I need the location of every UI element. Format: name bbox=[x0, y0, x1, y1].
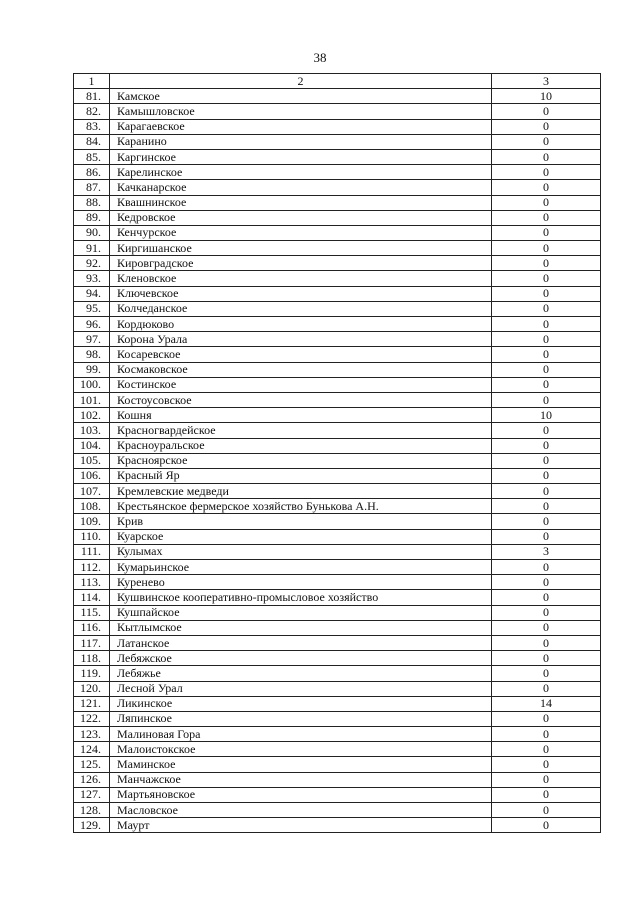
row-number: 124. bbox=[74, 742, 110, 757]
row-value: 0 bbox=[492, 271, 601, 286]
row-number: 115. bbox=[74, 605, 110, 620]
table-row bbox=[74, 241, 601, 256]
table-row bbox=[74, 590, 601, 605]
table-row bbox=[74, 210, 601, 225]
row-number: 90. bbox=[74, 225, 110, 240]
organization-name: Костоусовское bbox=[110, 392, 492, 407]
organization-name: Лесной Урал bbox=[110, 681, 492, 696]
row-value: 0 bbox=[492, 666, 601, 681]
row-number: 123. bbox=[74, 727, 110, 742]
table-row bbox=[74, 818, 601, 833]
organization-name: Ликинское bbox=[110, 696, 492, 711]
organization-name: Космаковское bbox=[110, 362, 492, 377]
table-row bbox=[74, 453, 601, 468]
organization-name: Каранино bbox=[110, 134, 492, 149]
row-number: 92. bbox=[74, 256, 110, 271]
row-number: 109. bbox=[74, 514, 110, 529]
row-number: 97. bbox=[74, 332, 110, 347]
column-header-value: 3 bbox=[492, 74, 601, 89]
row-number: 107. bbox=[74, 484, 110, 499]
row-number: 93. bbox=[74, 271, 110, 286]
row-value: 0 bbox=[492, 605, 601, 620]
table-row bbox=[74, 666, 601, 681]
row-value: 0 bbox=[492, 757, 601, 772]
organization-name: Квашнинское bbox=[110, 195, 492, 210]
organization-name: Кумарьинское bbox=[110, 560, 492, 575]
organization-name: Кушвинское кооперативно-промысловое хозяйство bbox=[110, 590, 492, 605]
row-number: 126. bbox=[74, 772, 110, 787]
organization-name: Ляпинское bbox=[110, 711, 492, 726]
table-row bbox=[74, 620, 601, 635]
row-number: 120. bbox=[74, 681, 110, 696]
organization-name: Кушпайское bbox=[110, 605, 492, 620]
organization-name: Корона Урала bbox=[110, 332, 492, 347]
row-value: 0 bbox=[492, 772, 601, 787]
organization-name: Маурт bbox=[110, 818, 492, 833]
table-row bbox=[74, 195, 601, 210]
row-number: 101. bbox=[74, 392, 110, 407]
row-number: 127. bbox=[74, 787, 110, 802]
row-number: 88. bbox=[74, 195, 110, 210]
table-row bbox=[74, 89, 601, 104]
row-number: 85. bbox=[74, 149, 110, 164]
row-value: 0 bbox=[492, 377, 601, 392]
table-row bbox=[74, 575, 601, 590]
organization-name: Карелинское bbox=[110, 165, 492, 180]
table-row bbox=[74, 332, 601, 347]
hunting-grounds-table bbox=[73, 73, 601, 833]
organization-name: Камское bbox=[110, 89, 492, 104]
organization-name: Карагаевское bbox=[110, 119, 492, 134]
organization-name: Колчеданское bbox=[110, 301, 492, 316]
organization-name: Красногвардейское bbox=[110, 423, 492, 438]
organization-name: Красный Яр bbox=[110, 468, 492, 483]
organization-name: Кировградское bbox=[110, 256, 492, 271]
table-row bbox=[74, 605, 601, 620]
table-row bbox=[74, 301, 601, 316]
organization-name: Киргишанское bbox=[110, 241, 492, 256]
row-value: 0 bbox=[492, 347, 601, 362]
table-row bbox=[74, 119, 601, 134]
row-number: 128. bbox=[74, 803, 110, 818]
column-header-name: 2 bbox=[110, 74, 492, 89]
row-value: 0 bbox=[492, 286, 601, 301]
row-number: 103. bbox=[74, 423, 110, 438]
row-value: 14 bbox=[492, 696, 601, 711]
organization-name: Куарское bbox=[110, 529, 492, 544]
table-row bbox=[74, 651, 601, 666]
row-number: 129. bbox=[74, 818, 110, 833]
row-number: 116. bbox=[74, 620, 110, 635]
table-row bbox=[74, 225, 601, 240]
table-row bbox=[74, 635, 601, 650]
row-value: 0 bbox=[492, 256, 601, 271]
row-value: 0 bbox=[492, 590, 601, 605]
row-value: 0 bbox=[492, 134, 601, 149]
organization-name: Ключевское bbox=[110, 286, 492, 301]
organization-name: Латанское bbox=[110, 635, 492, 650]
row-value: 0 bbox=[492, 392, 601, 407]
row-value: 0 bbox=[492, 529, 601, 544]
table-row bbox=[74, 286, 601, 301]
table-row bbox=[74, 681, 601, 696]
row-value: 0 bbox=[492, 803, 601, 818]
table-row bbox=[74, 544, 601, 559]
organization-name: Малиновая Гора bbox=[110, 727, 492, 742]
row-number: 112. bbox=[74, 560, 110, 575]
row-number: 100. bbox=[74, 377, 110, 392]
row-number: 104. bbox=[74, 438, 110, 453]
row-number: 114. bbox=[74, 590, 110, 605]
organization-name: Манчажское bbox=[110, 772, 492, 787]
organization-name: Камышловское bbox=[110, 104, 492, 119]
row-value: 0 bbox=[492, 575, 601, 590]
row-number: 122. bbox=[74, 711, 110, 726]
table-row bbox=[74, 529, 601, 544]
organization-name: Кошня bbox=[110, 408, 492, 423]
row-number: 117. bbox=[74, 635, 110, 650]
row-number: 87. bbox=[74, 180, 110, 195]
row-value: 0 bbox=[492, 225, 601, 240]
row-number: 102. bbox=[74, 408, 110, 423]
table-row bbox=[74, 772, 601, 787]
row-number: 106. bbox=[74, 468, 110, 483]
table-row bbox=[74, 468, 601, 483]
table-row bbox=[74, 499, 601, 514]
organization-name: Крестьянское фермерское хозяйство Бунькова А.Н. bbox=[110, 499, 492, 514]
row-number: 119. bbox=[74, 666, 110, 681]
table-row bbox=[74, 484, 601, 499]
table-row bbox=[74, 803, 601, 818]
table-row bbox=[74, 514, 601, 529]
row-value: 0 bbox=[492, 681, 601, 696]
table-body bbox=[74, 89, 601, 833]
row-value: 0 bbox=[492, 301, 601, 316]
row-value: 10 bbox=[492, 89, 601, 104]
row-value: 0 bbox=[492, 711, 601, 726]
row-value: 0 bbox=[492, 468, 601, 483]
column-header-number: 1 bbox=[74, 74, 110, 89]
table-row bbox=[74, 408, 601, 423]
row-value: 0 bbox=[492, 514, 601, 529]
row-value: 0 bbox=[492, 317, 601, 332]
organization-name: Кленовское bbox=[110, 271, 492, 286]
row-number: 86. bbox=[74, 165, 110, 180]
organization-name: Малоистокское bbox=[110, 742, 492, 757]
row-number: 125. bbox=[74, 757, 110, 772]
row-number: 118. bbox=[74, 651, 110, 666]
table-row bbox=[74, 149, 601, 164]
organization-name: Лебяжское bbox=[110, 651, 492, 666]
organization-name: Кытлымское bbox=[110, 620, 492, 635]
table-row bbox=[74, 104, 601, 119]
row-value: 0 bbox=[492, 651, 601, 666]
row-number: 84. bbox=[74, 134, 110, 149]
row-number: 111. bbox=[74, 544, 110, 559]
row-value: 0 bbox=[492, 742, 601, 757]
table-row bbox=[74, 696, 601, 711]
organization-name: Кулымах bbox=[110, 544, 492, 559]
organization-name: Куренево bbox=[110, 575, 492, 590]
row-value: 0 bbox=[492, 423, 601, 438]
organization-name: Косаревское bbox=[110, 347, 492, 362]
table-row bbox=[74, 787, 601, 802]
row-number: 110. bbox=[74, 529, 110, 544]
organization-name: Красноярское bbox=[110, 453, 492, 468]
organization-name: Кенчурское bbox=[110, 225, 492, 240]
row-value: 0 bbox=[492, 210, 601, 225]
row-value: 0 bbox=[492, 499, 601, 514]
row-value: 0 bbox=[492, 438, 601, 453]
row-number: 89. bbox=[74, 210, 110, 225]
table-row bbox=[74, 423, 601, 438]
page-number: 38 bbox=[313, 50, 327, 65]
row-value: 0 bbox=[492, 453, 601, 468]
organization-name: Маминское bbox=[110, 757, 492, 772]
table-header-row bbox=[74, 74, 601, 89]
row-number: 105. bbox=[74, 453, 110, 468]
organization-name: Кремлевские медведи bbox=[110, 484, 492, 499]
table-row bbox=[74, 165, 601, 180]
row-number: 99. bbox=[74, 362, 110, 377]
table-row bbox=[74, 377, 601, 392]
row-number: 94. bbox=[74, 286, 110, 301]
row-number: 91. bbox=[74, 241, 110, 256]
row-value: 0 bbox=[492, 241, 601, 256]
row-value: 0 bbox=[492, 149, 601, 164]
table-row bbox=[74, 560, 601, 575]
row-value: 0 bbox=[492, 104, 601, 119]
row-value: 0 bbox=[492, 119, 601, 134]
row-value: 0 bbox=[492, 818, 601, 833]
row-value: 0 bbox=[492, 727, 601, 742]
organization-name: Масловское bbox=[110, 803, 492, 818]
organization-name: Лебяжье bbox=[110, 666, 492, 681]
table-row bbox=[74, 757, 601, 772]
row-value: 0 bbox=[492, 195, 601, 210]
row-value: 0 bbox=[492, 787, 601, 802]
row-number: 98. bbox=[74, 347, 110, 362]
row-number: 113. bbox=[74, 575, 110, 590]
row-value: 0 bbox=[492, 560, 601, 575]
table-row bbox=[74, 711, 601, 726]
organization-name: Кордюково bbox=[110, 317, 492, 332]
organization-name: Красноуральское bbox=[110, 438, 492, 453]
row-value: 0 bbox=[492, 635, 601, 650]
row-number: 95. bbox=[74, 301, 110, 316]
organization-name: Мартьяновское bbox=[110, 787, 492, 802]
table-row bbox=[74, 347, 601, 362]
row-number: 82. bbox=[74, 104, 110, 119]
row-number: 83. bbox=[74, 119, 110, 134]
row-value: 0 bbox=[492, 332, 601, 347]
table-row bbox=[74, 317, 601, 332]
table-row bbox=[74, 727, 601, 742]
table-row bbox=[74, 134, 601, 149]
row-value: 0 bbox=[492, 180, 601, 195]
table-row bbox=[74, 742, 601, 757]
organization-name: Костинское bbox=[110, 377, 492, 392]
row-value: 10 bbox=[492, 408, 601, 423]
row-value: 0 bbox=[492, 620, 601, 635]
row-value: 3 bbox=[492, 544, 601, 559]
organization-name: Качканарское bbox=[110, 180, 492, 195]
table-row bbox=[74, 362, 601, 377]
row-number: 121. bbox=[74, 696, 110, 711]
organization-name: Крив bbox=[110, 514, 492, 529]
organization-name: Каргинское bbox=[110, 149, 492, 164]
table-row bbox=[74, 180, 601, 195]
row-number: 108. bbox=[74, 499, 110, 514]
table-row bbox=[74, 271, 601, 286]
table-row bbox=[74, 392, 601, 407]
row-value: 0 bbox=[492, 362, 601, 377]
table-row bbox=[74, 438, 601, 453]
row-number: 96. bbox=[74, 317, 110, 332]
organization-name: Кедровское bbox=[110, 210, 492, 225]
row-value: 0 bbox=[492, 165, 601, 180]
row-value: 0 bbox=[492, 484, 601, 499]
row-number: 81. bbox=[74, 89, 110, 104]
table-row bbox=[74, 256, 601, 271]
